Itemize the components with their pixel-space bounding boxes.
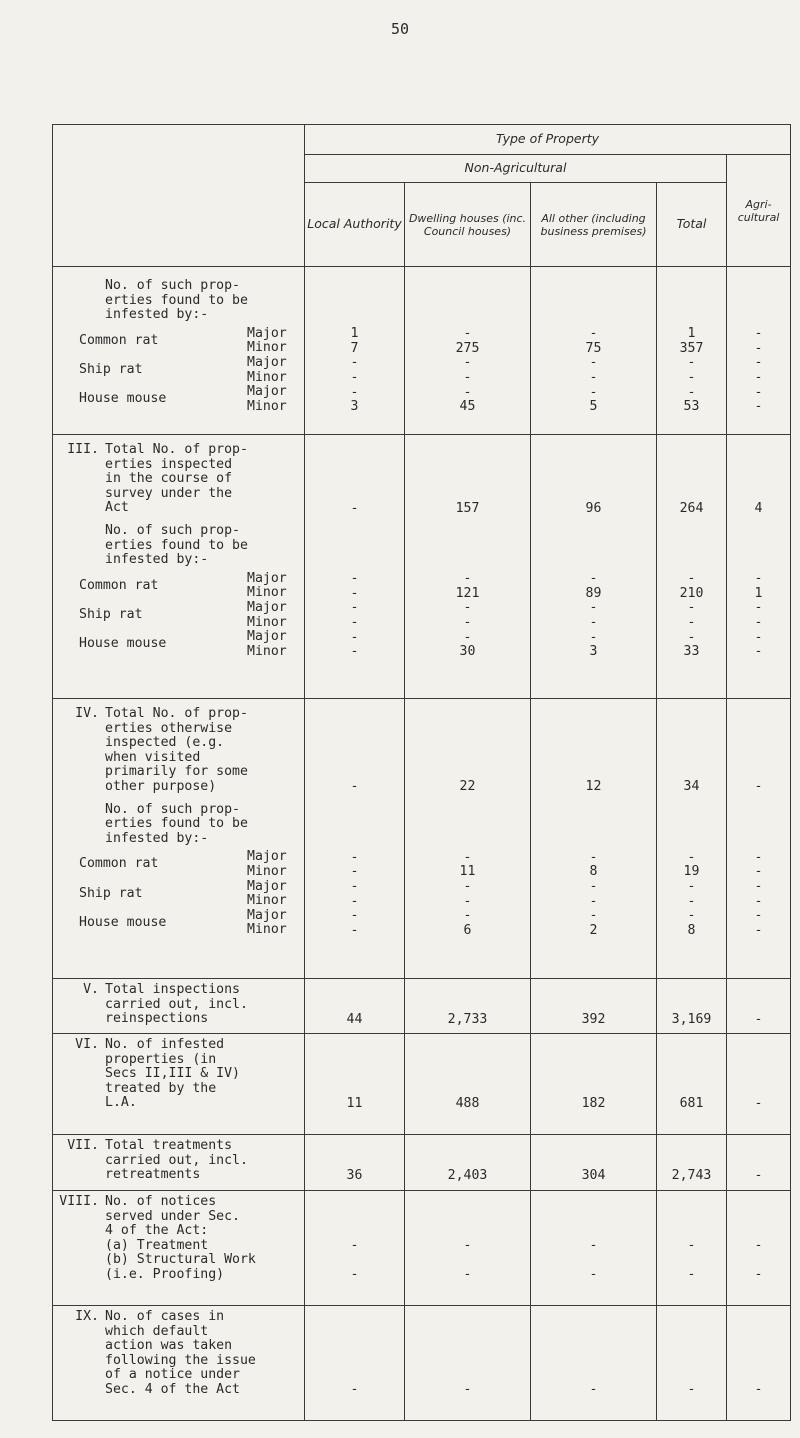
- section-v-col-2: [531, 979, 657, 1034]
- section-iv-col-1: [405, 699, 531, 979]
- cell-value: -: [687, 629, 696, 645]
- cell-value: 11: [459, 864, 476, 880]
- cell-value: -: [687, 908, 696, 924]
- section-vi-col-2: [531, 1034, 657, 1135]
- cell-value: 6: [463, 922, 472, 938]
- cell-value: 3,169: [671, 1011, 712, 1027]
- section-iv-sub-label: No. of such prop- erties found to be infested by:-: [105, 801, 248, 846]
- section-vii-roman: VII.: [67, 1138, 99, 1153]
- col-header-dwelling-houses: Dwelling houses (inc. Council houses): [405, 183, 531, 267]
- animal-name: Common rat: [79, 856, 159, 872]
- cell-value: -: [754, 615, 763, 631]
- cell-value: -: [754, 600, 763, 616]
- section-v-col-3: [657, 979, 727, 1034]
- cell-value: -: [350, 779, 359, 795]
- rat-kind: Major: [247, 354, 287, 370]
- cell-value: -: [687, 571, 696, 587]
- rat-kind: Major: [247, 570, 287, 586]
- section-iv-col-2: [531, 699, 657, 979]
- cell-value: 182: [581, 1095, 606, 1111]
- section-v-label-cell: [53, 979, 305, 1034]
- section-vi-row: [53, 1034, 791, 1135]
- cell-value: -: [463, 629, 472, 645]
- section-viii-col-4: [727, 1191, 791, 1306]
- cell-value: -: [463, 615, 472, 631]
- section-v-col-0: [305, 979, 405, 1034]
- section-iv-roman: IV.: [75, 706, 99, 721]
- section-viii-roman: VIII.: [59, 1194, 99, 1209]
- section-ix-row: [53, 1306, 791, 1421]
- cell-value: -: [463, 326, 472, 342]
- cell-value: 3: [350, 399, 359, 415]
- cell-value: -: [350, 922, 359, 938]
- rat-kind: Minor: [247, 398, 287, 414]
- section-viii-a-label: (a) Treatment: [105, 1237, 209, 1253]
- cell-value: -: [754, 864, 763, 880]
- section-iii-label: Total No. of prop- erties inspected in the course of survey under the Act: [105, 442, 248, 516]
- rat-kind: Major: [247, 384, 287, 400]
- cell-value: 19: [683, 864, 700, 880]
- col-header-all-other: All other (including business premises): [531, 183, 657, 267]
- rat-kind: Minor: [247, 893, 287, 909]
- section-viii-col-2: [531, 1191, 657, 1306]
- cell-value: -: [589, 879, 598, 895]
- section-iii-col-0: [305, 435, 405, 699]
- cell-value: -: [687, 600, 696, 616]
- section-viii-label-cell: [53, 1191, 305, 1306]
- cell-value: 36: [346, 1167, 363, 1183]
- section-iii-col-1: [405, 435, 531, 699]
- cell-value: -: [350, 1382, 359, 1398]
- cell-value: -: [754, 355, 763, 371]
- cell-value: -: [754, 908, 763, 924]
- section-iv-col-0: [305, 699, 405, 979]
- cell-value: 121: [455, 585, 480, 601]
- section-v-row: [53, 979, 791, 1034]
- animal-name: Common rat: [79, 577, 159, 593]
- cell-value: -: [687, 893, 696, 909]
- cell-value: 2: [589, 922, 598, 938]
- col-header-local-authority: Local Authority: [305, 183, 405, 267]
- cell-value-b: -: [350, 1267, 359, 1283]
- section-v-label: Total inspections carried out, incl. reinspections: [105, 982, 248, 1027]
- cell-value: -: [589, 908, 598, 924]
- section-iii-roman: III.: [67, 442, 99, 457]
- cell-value: -: [350, 384, 359, 400]
- section-vii-col-1: [405, 1135, 531, 1191]
- cell-value: -: [463, 893, 472, 909]
- cell-value-a: -: [754, 1238, 763, 1254]
- cell-value: 2,403: [447, 1167, 488, 1183]
- section-ix-col-3: [657, 1306, 727, 1421]
- cell-value: -: [754, 384, 763, 400]
- animal-name: House mouse: [79, 636, 167, 652]
- cell-value: -: [463, 600, 472, 616]
- cell-value: -: [350, 500, 359, 516]
- section-ix-label-cell: [53, 1306, 305, 1421]
- animal-name: House mouse: [79, 914, 167, 930]
- cell-value: 5: [589, 399, 598, 415]
- cell-value: -: [589, 355, 598, 371]
- section-iv-row: [53, 699, 791, 979]
- cell-value: -: [350, 864, 359, 880]
- cell-value: -: [350, 893, 359, 909]
- cell-value: 157: [455, 500, 480, 516]
- cell-value: 96: [585, 500, 602, 516]
- cell-value-a: -: [589, 1238, 598, 1254]
- section-ix-col-4: [727, 1306, 791, 1421]
- cell-value: 681: [679, 1095, 704, 1111]
- section-vii-row: [53, 1135, 791, 1191]
- cell-value-b: -: [589, 1267, 598, 1283]
- section-iii-sub-label: No. of such prop- erties found to be infested by:-: [105, 522, 248, 568]
- section-vi-label-cell: [53, 1034, 305, 1135]
- animal-name: Ship rat: [79, 361, 143, 377]
- section-iii-col-3: [657, 435, 727, 699]
- section-vi-col-3: [657, 1034, 727, 1135]
- cell-value: 264: [679, 500, 704, 516]
- section-iv-label-cell: [53, 699, 305, 979]
- rat-kind: Major: [247, 599, 287, 615]
- top-block-label: No. of such prop- erties found to be infested by:-: [105, 278, 248, 323]
- rat-kind: Minor: [247, 643, 287, 659]
- cell-value: -: [754, 326, 763, 342]
- section-v-col-1: [405, 979, 531, 1034]
- top-block-label-cell: [53, 267, 305, 435]
- section-ix-col-0: [305, 1306, 405, 1421]
- rat-kind: Minor: [247, 585, 287, 601]
- section-vii-label: Total treatments carried out, incl. retreatments: [105, 1138, 248, 1183]
- cell-value-a: -: [350, 1238, 359, 1254]
- cell-value: 8: [589, 864, 598, 880]
- cell-value: -: [350, 355, 359, 371]
- cell-value: -: [754, 370, 763, 386]
- cell-value-b: -: [463, 1267, 472, 1283]
- cell-value-b: -: [754, 1267, 763, 1283]
- cell-value: 34: [683, 779, 700, 795]
- page-number: 50: [390, 20, 410, 38]
- cell-value: -: [350, 600, 359, 616]
- cell-value: 488: [455, 1095, 480, 1111]
- cell-value: -: [589, 893, 598, 909]
- cell-value: 53: [683, 399, 700, 415]
- cell-value: 22: [459, 779, 476, 795]
- cell-value: -: [687, 615, 696, 631]
- cell-value: -: [687, 370, 696, 386]
- section-iii-label-cell: [53, 435, 305, 699]
- cell-value: 1: [687, 326, 696, 342]
- cell-value: -: [463, 849, 472, 865]
- cell-value: -: [754, 893, 763, 909]
- cell-value: -: [350, 585, 359, 601]
- cell-value: 44: [346, 1011, 363, 1027]
- section-vii-col-4: [727, 1135, 791, 1191]
- cell-value: -: [350, 879, 359, 895]
- cell-value: -: [350, 615, 359, 631]
- section-iii-col-4: [727, 435, 791, 699]
- animal-name: Ship rat: [79, 885, 143, 901]
- cell-value: -: [754, 571, 763, 587]
- section-vi-col-1: [405, 1034, 531, 1135]
- cell-value: -: [754, 644, 763, 660]
- rat-kind: Minor: [247, 340, 287, 356]
- section-v-col-4: [727, 979, 791, 1034]
- cell-value: -: [463, 908, 472, 924]
- rat-kind: Minor: [247, 863, 287, 879]
- top-block-col-1: [405, 267, 531, 435]
- cell-value: 4: [754, 500, 763, 516]
- cell-value-b: -: [687, 1267, 696, 1283]
- cell-value: -: [463, 355, 472, 371]
- cell-value: -: [754, 1011, 763, 1027]
- top-block-col-0: [305, 267, 405, 435]
- section-vii-col-3: [657, 1135, 727, 1191]
- section-ix-label: No. of cases in which default action was taken following the issue of a notice under Sec. 4 of the Act: [105, 1309, 256, 1397]
- section-viii-label: No. of notices served under Sec. 4 of the Act:: [105, 1194, 240, 1239]
- cell-value: -: [463, 384, 472, 400]
- cell-value: -: [463, 571, 472, 587]
- non-agricultural-heading: Non-Agricultural: [305, 155, 727, 183]
- cell-value: -: [754, 399, 763, 415]
- cell-value: -: [589, 326, 598, 342]
- cell-value: -: [687, 384, 696, 400]
- cell-value: 8: [687, 922, 696, 938]
- section-iv-col-3: [657, 699, 727, 979]
- cell-value: -: [754, 849, 763, 865]
- cell-value: -: [754, 340, 763, 356]
- cell-value: -: [589, 1382, 598, 1398]
- cell-value: -: [350, 849, 359, 865]
- cell-value: 33: [683, 644, 700, 660]
- section-vi-col-0: [305, 1034, 405, 1135]
- section-viii-col-0: [305, 1191, 405, 1306]
- rodent-control-table: [52, 124, 791, 1421]
- cell-value: -: [754, 779, 763, 795]
- section-viii-row: [53, 1191, 791, 1306]
- cell-value: -: [754, 1167, 763, 1183]
- cell-value: -: [687, 849, 696, 865]
- rat-kind: Major: [247, 629, 287, 645]
- cell-value: -: [589, 615, 598, 631]
- col-header-total: Total: [657, 183, 727, 267]
- cell-value: 2,743: [671, 1167, 712, 1183]
- cell-value: 45: [459, 399, 476, 415]
- cell-value: 12: [585, 779, 602, 795]
- rat-kind: Minor: [247, 922, 287, 938]
- cell-value: -: [754, 629, 763, 645]
- col-header-agricultural: Agri- cultural: [727, 155, 791, 267]
- cell-value: -: [589, 629, 598, 645]
- cell-value: 392: [581, 1011, 606, 1027]
- cell-value: -: [589, 370, 598, 386]
- cell-value: 275: [455, 340, 480, 356]
- section-iii-animals: [57, 572, 302, 660]
- section-ix-col-1: [405, 1306, 531, 1421]
- cell-value-a: -: [687, 1238, 696, 1254]
- top-block-animals: [57, 327, 302, 415]
- animal-name: House mouse: [79, 391, 167, 407]
- rat-kind: Minor: [247, 369, 287, 385]
- top-block-col-2: [531, 267, 657, 435]
- section-viii-b-label: (b) Structural Work (i.e. Proofing): [105, 1252, 256, 1282]
- section-vi-roman: VI.: [75, 1037, 99, 1052]
- cell-value: 1: [754, 585, 763, 601]
- section-vii-label-cell: [53, 1135, 305, 1191]
- cell-value: 357: [679, 340, 704, 356]
- cell-value: -: [350, 571, 359, 587]
- rat-kind: Major: [247, 878, 287, 894]
- cell-value: -: [589, 571, 598, 587]
- section-v-roman: V.: [83, 982, 99, 997]
- cell-value: -: [687, 355, 696, 371]
- cell-value: -: [350, 644, 359, 660]
- cell-value: -: [754, 922, 763, 938]
- section-iii-col-2: [531, 435, 657, 699]
- cell-value: -: [589, 384, 598, 400]
- cell-value: 3: [589, 644, 598, 660]
- cell-value: -: [687, 879, 696, 895]
- cell-value: 1: [350, 326, 359, 342]
- cell-value: -: [589, 849, 598, 865]
- cell-value: 7: [350, 340, 359, 356]
- section-vii-col-0: [305, 1135, 405, 1191]
- cell-value: -: [350, 370, 359, 386]
- section-vi-col-4: [727, 1034, 791, 1135]
- cell-value: -: [463, 879, 472, 895]
- header-blank: [53, 125, 305, 267]
- animal-name: Ship rat: [79, 606, 143, 622]
- rat-kind: Major: [247, 325, 287, 341]
- section-ii-row: [53, 267, 791, 435]
- cell-value: 11: [346, 1095, 363, 1111]
- section-iii-row: [53, 435, 791, 699]
- section-vi-label: No. of infested properties (in Secs II,III & IV) treated by the L.A.: [105, 1037, 240, 1111]
- section-vii-col-2: [531, 1135, 657, 1191]
- section-iv-animals: [57, 850, 302, 938]
- cell-value: -: [754, 1095, 763, 1111]
- cell-value: -: [350, 629, 359, 645]
- cell-value: 75: [585, 340, 602, 356]
- cell-value: 304: [581, 1167, 606, 1183]
- cell-value: 2,733: [447, 1011, 488, 1027]
- cell-value: -: [463, 370, 472, 386]
- rat-kind: Major: [247, 907, 287, 923]
- cell-value: -: [463, 1382, 472, 1398]
- top-block-col-3: [657, 267, 727, 435]
- section-ix-roman: IX.: [75, 1309, 99, 1324]
- rat-kind: Major: [247, 849, 287, 865]
- cell-value-a: -: [463, 1238, 472, 1254]
- cell-value: -: [687, 1382, 696, 1398]
- rat-kind: Minor: [247, 614, 287, 630]
- cell-value: 210: [679, 585, 704, 601]
- cell-value: -: [754, 1382, 763, 1398]
- cell-value: -: [754, 879, 763, 895]
- cell-value: -: [589, 600, 598, 616]
- cell-value: -: [350, 908, 359, 924]
- section-ix-col-2: [531, 1306, 657, 1421]
- type-of-property-heading: Type of Property: [305, 125, 791, 155]
- section-viii-col-3: [657, 1191, 727, 1306]
- section-iv-label: Total No. of prop- erties otherwise inspected (e.g. when visited primarily for some other purpose): [105, 706, 248, 794]
- cell-value: 89: [585, 585, 602, 601]
- cell-value: 30: [459, 644, 476, 660]
- animal-name: Common rat: [79, 332, 159, 348]
- section-iv-col-4: [727, 699, 791, 979]
- section-viii-col-1: [405, 1191, 531, 1306]
- top-block-col-4: [727, 267, 791, 435]
